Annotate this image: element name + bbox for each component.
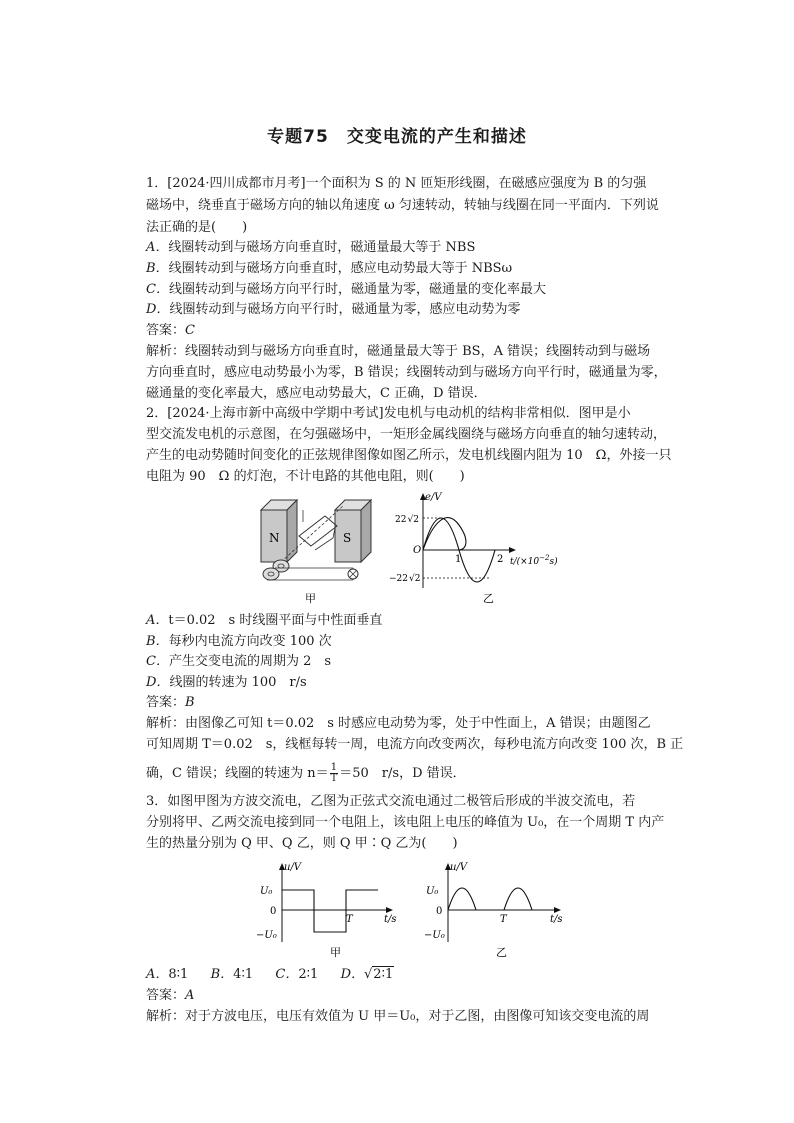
square-wave (282, 890, 378, 932)
q1-analysis-line-2: 方向垂直时，感应电动势最小为零，B 错误；线圈转动到与磁场方向平行时，磁通量为零， (146, 365, 667, 380)
u0-label-left: U₀ (260, 886, 273, 897)
t-axis-label-right: t/s (550, 914, 563, 925)
t-axis-label: $t/(\times 10^{-2}s)$ (510, 554, 558, 567)
q2-option-a: A．t＝0.02 s 时线圈平面与中性面垂直 (146, 613, 383, 628)
q2-analysis-line-2: 可知周期 T＝0.02 s，线框每转一周，电流方向改变两次，每秒电流方向改变 100 次，B 正 (146, 737, 684, 752)
q2-option-d: D．线圈的转速为 100 r/s (146, 675, 307, 690)
t-axis-label-left: t/s (384, 914, 397, 925)
q1-option-b: B．线圈转动到与磁场方向垂直时，感应电动势最大等于 NBSω (146, 261, 513, 276)
tick-2: 2 (497, 554, 504, 565)
neg-u0-label-left: −U₀ (256, 930, 277, 941)
half-wave-graph (424, 860, 574, 960)
q2-stem-line-4: 电阻为 90 Ω 的灯泡，不计电路的其他电阻，则( ) (146, 469, 465, 484)
figure-jia-caption-q3: 甲 (330, 946, 341, 959)
q1-option-c: C．线圈转动到与磁场方向平行时，磁通量为零，磁通量的变化率最大 (146, 282, 546, 297)
emf-sine-graph (385, 490, 575, 606)
square-wave-graph (254, 860, 404, 960)
t-mark-left: T (346, 914, 353, 925)
q2-stem-line-1: 2．[2024·上海市新中高级中学期中考试]发电机与电动机的结构非常相似．图甲是小 (146, 406, 631, 421)
q2-stem-line-3: 产生的电动势随时间变化的正弦规律图像如图乙所示，发电机线圈内阻为 10 Ω，外接一只 (146, 448, 672, 463)
half-wave (448, 888, 546, 910)
q3-stem-line-2: 分别将甲、乙两交流电接到同一个电阻上，该电阻上电压的峰值为 U₀，在一个周期 T 内产 (146, 815, 665, 830)
trough-label: −22√2 (389, 574, 421, 584)
fraction: $\frac{1}{T}$ (330, 762, 338, 784)
q1-answer: 答案：C (146, 323, 195, 338)
q2-stem-line-2: 型交流发电机的示意图，在匀强磁场中，一矩形金属线圈绕与磁场方向垂直的轴匀速转动， (146, 427, 667, 442)
q1-stem-line-1: 1．[2024·四川成都市月考]一个面积为 S 的 N 匝矩形线圈，在磁感应强度为 B 的匀强 (146, 176, 647, 191)
u-axis-label-left: u/V (284, 862, 302, 873)
t-mark-right: T (500, 914, 507, 925)
zero-label-right: 0 (436, 906, 443, 917)
q3-stem-line-3: 生的热量分别为 Q 甲、Q 乙，则 Q 甲∶Q 乙为( ) (146, 836, 458, 851)
figure-jia-caption: 甲 (305, 592, 316, 604)
origin-label: O (413, 545, 422, 556)
q2-option-b: B．每秒内电流方向改变 100 次 (146, 634, 332, 649)
generator-diagram (255, 492, 375, 604)
page-title: 专题75 交变电流的产生和描述 (267, 127, 527, 147)
neg-u0-label-right: −U₀ (424, 930, 445, 941)
figure-yi-caption-q3: 乙 (496, 946, 507, 959)
q1-stem-line-2: 磁场中，绕垂直于磁场方向的轴以角速度 ω 匀速转动，转轴与线圈在同一平面内．下列说 (146, 198, 659, 213)
q1-analysis-line-1: 解析：线圈转动到与磁场方向垂直时，磁通量最大等于 BS，A 错误；线圈转动到与磁场 (146, 344, 651, 359)
q2-answer: 答案：B (146, 695, 195, 710)
q1-option-d: D．线圈转动到与磁场方向平行时，磁通量为零，感应电动势为零 (146, 302, 521, 317)
q1-analysis-line-3: 磁通量的变化率最大，感应电动势最大，C 正确，D 错误． (146, 386, 487, 401)
e-axis-label: e/V (425, 492, 442, 503)
pole-n: N (269, 531, 280, 545)
q2-option-c: C．产生交变电流的周期为 2 s (146, 654, 332, 669)
q3-analysis-line-1: 解析：对于方波电压，电压有效值为 U 甲＝U₀，对于乙图，由图像可知该交变电流的周 (146, 1009, 650, 1024)
u0-label-right: U₀ (426, 886, 439, 897)
q3-stem-line-1: 3．如图甲图为方波交流电，乙图为正弦式交流电通过二极管后形成的半波交流电，若 (146, 794, 636, 809)
figure-yi-caption: 乙 (483, 592, 494, 605)
u-axis-label-right: u/V (450, 862, 468, 873)
tick-1: 1 (455, 554, 462, 565)
pole-s: S (343, 531, 352, 545)
q3-options: A．8∶1 B．4∶1 C．2∶1 D．√2∶1 (146, 967, 394, 982)
q2-analysis-line-1: 解析：由图像乙可知 t＝0.02 s 时感应电动势为零，处于中性面上，A 错误；由题图乙 (146, 716, 651, 731)
peak-label: 22√2 (395, 515, 419, 525)
q3-answer: 答案：A (146, 988, 195, 1003)
q2-analysis-line-3: 确，C 错误；线圈的转速为 n＝ $\frac{1}{T}$ ＝50 r/s，D 错误． (146, 762, 466, 784)
q1-stem-line-3: 法正确的是( ) (146, 220, 248, 235)
q1-option-a: A．线圈转动到与磁场方向垂直时，磁通量最大等于 NBS (146, 240, 476, 255)
zero-label-left: 0 (270, 906, 277, 917)
